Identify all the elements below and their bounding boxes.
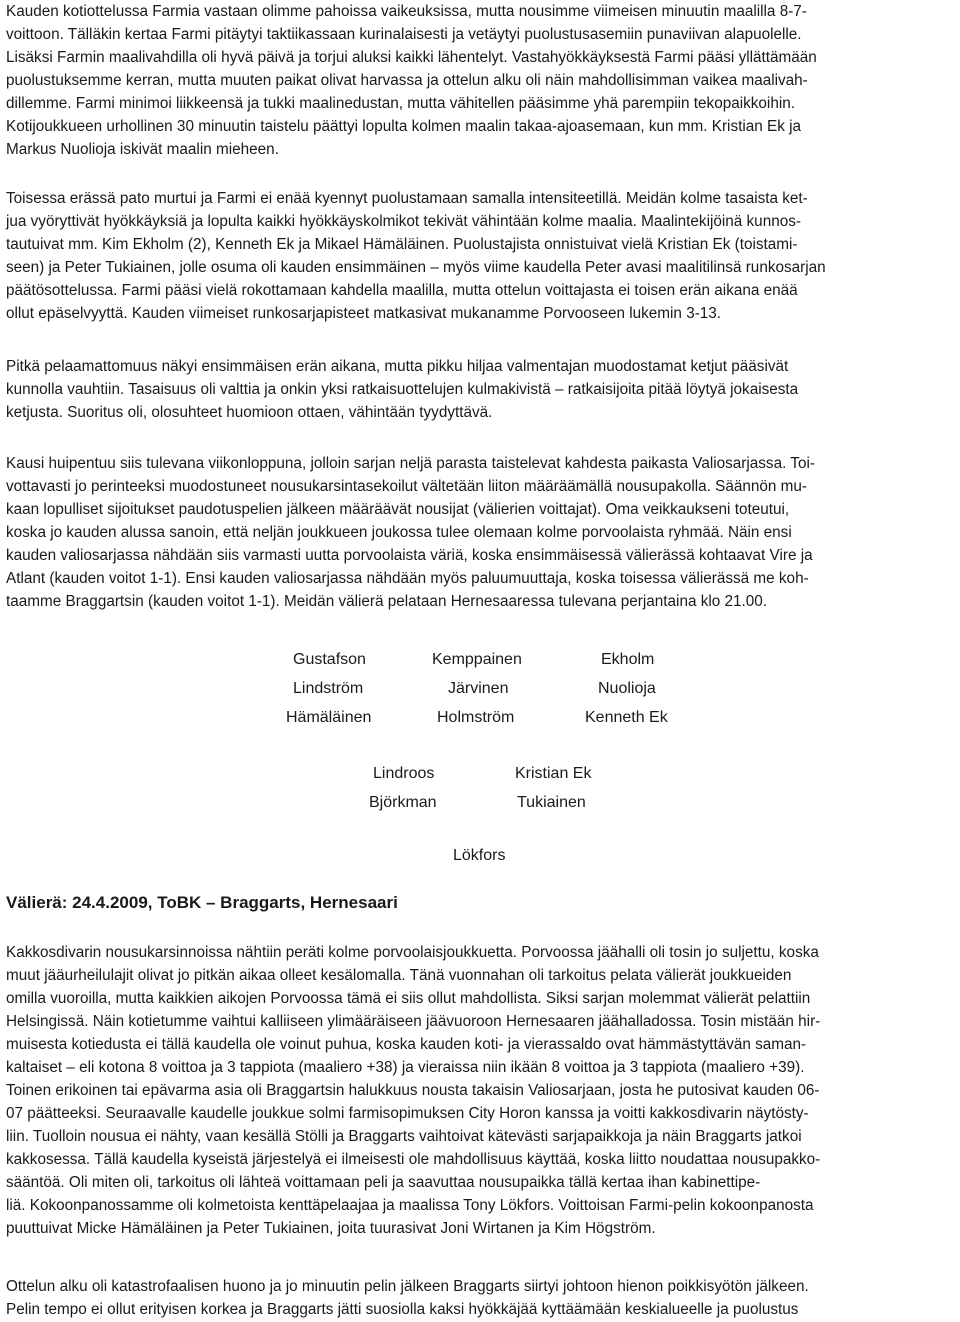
text-line: Pitkä pelaamattomuus näkyi ensimmäisen erän aikana, mutta pikku hiljaa valmentajan muodostamat ketjut pääsivät <box>6 358 789 375</box>
lineup-player: Lindström <box>293 680 364 697</box>
text-line: kakkosessa. Tällä kaudella kyseistä järjestelyä ei ilmeisesti ole mahdollisuus käyttää, koska liitto noudattaa nousupakko- <box>6 1151 821 1168</box>
text-line: Kausi huipentuu siis tulevana viikonloppuna, jolloin sarjan neljä parasta taistelevat kahdesta paikasta Valiosarjassa. Toi- <box>6 455 815 472</box>
text-line: vottavasti jo perinteeksi muodostuneet nousukarsintasekoilut vältetään liiton määräämällä nousupakolla. Säännön mu- <box>6 478 808 495</box>
text-line: puolustuksemme kerran, mutta muuten paikat olivat harvassa ja ottelun alku oli näin mahdollisimman vaikea maalivah- <box>6 72 808 89</box>
text-line: Toinen erikoinen tai epävarma asia oli Braggartsin halukkuus nousta takaisin Valiosarjaan, josta he putosivat kauden 06- <box>6 1082 820 1099</box>
text-line: taamme Braggartsin (kauden voitot 1-1). Meidän välierä pelataan Hernesaaressa tulevana perjantaina klo 21.00. <box>6 593 768 610</box>
lineup-player: Järvinen <box>448 680 509 697</box>
text-line: Pelin tempo ei ollut erityisen korkea ja Braggarts jätti suosiolla kaksi hyökkäjää kyttäämään keskialueelle ja puolustus <box>6 1301 799 1318</box>
text-line: 07 päätteeksi. Seuraavalle kaudelle joukkue solmi farmisopimuksen City Horon kanssa ja voitti kakkosdivarin näytösty- <box>6 1105 809 1122</box>
text-line: Kotijoukkueen urhollinen 30 minuutin taistelu päättyi lopulta kolmen maalin takaa-ajoasemaan, kun mm. Kristian Ek ja <box>6 118 802 135</box>
text-line: muisesta kotiedusta ei tällä kaudella ole voinut puhua, koska kauden koti- ja vierassaldo ovat hämmästyttävän saman- <box>6 1036 807 1053</box>
text-line: kaan lopulliset sijoitukset paudotuspelien jälkeen määräävät nousijat (välierien voittajat). Oma veikkaukseni toteutui, <box>6 501 790 518</box>
lineup-player: Kristian Ek <box>515 765 592 782</box>
lineup-player: Gustafson <box>293 651 366 668</box>
text-line: päätösottelussa. Farmi pääsi vielä rokottamaan kahdella maalilla, mutta ottelun voittajasta ei toisen erän aikana enää <box>6 282 798 299</box>
text-line: kunnolla vauhtiin. Tasaisuus oli valttia ja onkin yksi ratkaisuottelujen kulmakivistä – ratkaisijoita pitää löytyä jokaisesta <box>6 381 799 398</box>
text-line: jua vyöryttivät hyökkäyksiä ja lopulta kaikki hyökkäyskolmikot tekivät vähintään kolme maalia. Maalintekijöinä kunnos- <box>6 213 801 230</box>
lineup-player: Lindroos <box>373 765 435 782</box>
lineup-player: Holmström <box>437 709 515 726</box>
section-heading: Välierä: 24.4.2009, ToBK – Braggarts, Hernesaari <box>6 893 398 912</box>
paragraph-5 <box>6 941 820 1240</box>
text-line: liin. Tuolloin nousua ei nähty, vaan kesällä Stölli ja Braggarts vaihtoivat kätevästi sarjapaikkoja ja näin Braggarts jatkoi <box>6 1128 802 1145</box>
text-line: sääntöä. Oli miten oli, tarkoitus oli lähteä voittamaan peli ja saavuttaa nousupaikka tällä kertaa ihan kabinettipe- <box>6 1174 761 1191</box>
lineup <box>6 645 958 865</box>
text-line: kauden valiosarjassa nähdään siis varmasti uutta porvoolaista väriä, koska ensimmäisessä välierässä kohtaavat Vire ja <box>6 547 813 564</box>
text-line: puuttuivat Micke Hämäläinen ja Peter Tukiainen, joita tuurasivat Joni Wirtanen ja Kim Högström. <box>6 1220 656 1237</box>
text-line: Markus Nuolioja iskivät maalin mieheen. <box>6 141 279 158</box>
lineup-player: Kenneth Ek <box>585 709 668 726</box>
text-line: Toisessa erässä pato murtui ja Farmi ei enää kyennyt puolustamaan samalla intensiteetillä. Meidän kolme tasaista ket- <box>6 190 808 207</box>
lineup-player: Kemppainen <box>432 651 522 668</box>
text-line: dillemme. Farmi minimoi liikkeensä ja tukki maalinedustan, mutta vähitellen pääsimme yhä parempiin tekopaikkoihin. <box>6 95 795 112</box>
lineup-player: Hämäläinen <box>286 709 372 726</box>
paragraph-2 <box>6 187 826 325</box>
lineup-player: Ekholm <box>601 651 655 668</box>
text-line: Atlant (kauden voitot 1-1). Ensi kauden valiosarjassa nähdään myös paluumuuttaja, koska toisessa välierässä me koh- <box>6 570 809 587</box>
text-line: koska jo kauden alussa sanoin, että neljän joukkueen joukossa tulee olemaan kolme porvoolaista ryhmää. Näin ensi <box>6 524 792 541</box>
lineup-player: Björkman <box>369 794 437 811</box>
text-line: liä. Kokoonpanossamme oli kolmetoista kenttäpelaajaa ja maalissa Tony Lökfors. Voittoisan Farmi-pelin kokoonpanosta <box>6 1197 814 1214</box>
text-line: Lisäksi Farmin maalivahdilla oli hyvä päivä ja torjui aluksi kaikki lähentelyt. Vastahyökkäyksestä Farmi pääsi yllättämään <box>6 49 817 66</box>
text-line: omilla vuoroilla, mutta kaikkien aikojen Porvoossa tämä ei siis ollut mahdollista. Siksi sarjan molemmat välierät pelattiin <box>6 990 811 1007</box>
paragraph-4 <box>6 452 815 613</box>
text-line: ollut epäselvyyttä. Kauden viimeiset runkosarjapisteet matkasivat mukanamme Porvooseen lukemin 3-13. <box>6 305 722 322</box>
text-line: Kauden kotiottelussa Farmia vastaan olimme pahoissa vaikeuksissa, mutta nousimme viimeisen minuutin maalilla 8-7- <box>6 3 807 20</box>
text-line: Kakkosdivarin nousukarsinnoissa nähtiin peräti kolme porvoolaisjoukkuetta. Porvoossa jäähalli oli tosin jo suljettu, koska <box>6 944 819 961</box>
lineup-player: Tukiainen <box>517 794 586 811</box>
text-line: ketjusta. Suoritus oli, olosuhteet huomioon ottaen, vähintään tyydyttävä. <box>6 404 493 421</box>
text-line: voittoon. Tälläkin kertaa Farmi pitäytyi taktiikassaan kurinalaisesti ja vetäytyi puolustusasemiin punaviivan alapuolelle. <box>6 26 802 43</box>
paragraph-6 <box>6 1275 809 1321</box>
text-line: tautuivat mm. Kim Ekholm (2), Kenneth Ek ja Mikael Hämäläinen. Puolustajista onnistuivat vielä Kristian Ek (toistami- <box>6 236 798 253</box>
text-line: muut jääurheilulajit olivat jo pitkän aikaa olleet kesälomalla. Tänä vuonnahan oli tarkoitus pelata välierät joukkueiden <box>6 967 792 984</box>
text-line: kaltaiset – eli kotona 8 voittoa ja 3 tappiota (maaliero +38) ja vieraissa niin ikään 8 voittoa ja 3 tappiota (maaliero +39). <box>6 1059 805 1076</box>
text-line: Ottelun alku oli katastrofaalisen huono ja jo minuutin pelin jälkeen Braggarts siirtyi johtoon hienon poikkisyötön jälkeen. <box>6 1278 809 1295</box>
lineup-goalie: Lökfors <box>453 847 506 864</box>
text-line: Helsingissä. Näin kotietumme vaihtui kalliiseen ylimääräiseen jäävuoroon Hernesaaren jäähalladossa. Tosin mistään hir- <box>6 1013 821 1030</box>
text-line: seen) ja Peter Tukiainen, jolle osuma oli kauden ensimmäinen – myös viime kaudella Peter avasi maalitilinsä runkosarjan <box>6 259 826 276</box>
paragraph-3 <box>6 355 798 424</box>
lineup-player: Nuolioja <box>598 680 656 697</box>
paragraph-1 <box>6 0 817 161</box>
